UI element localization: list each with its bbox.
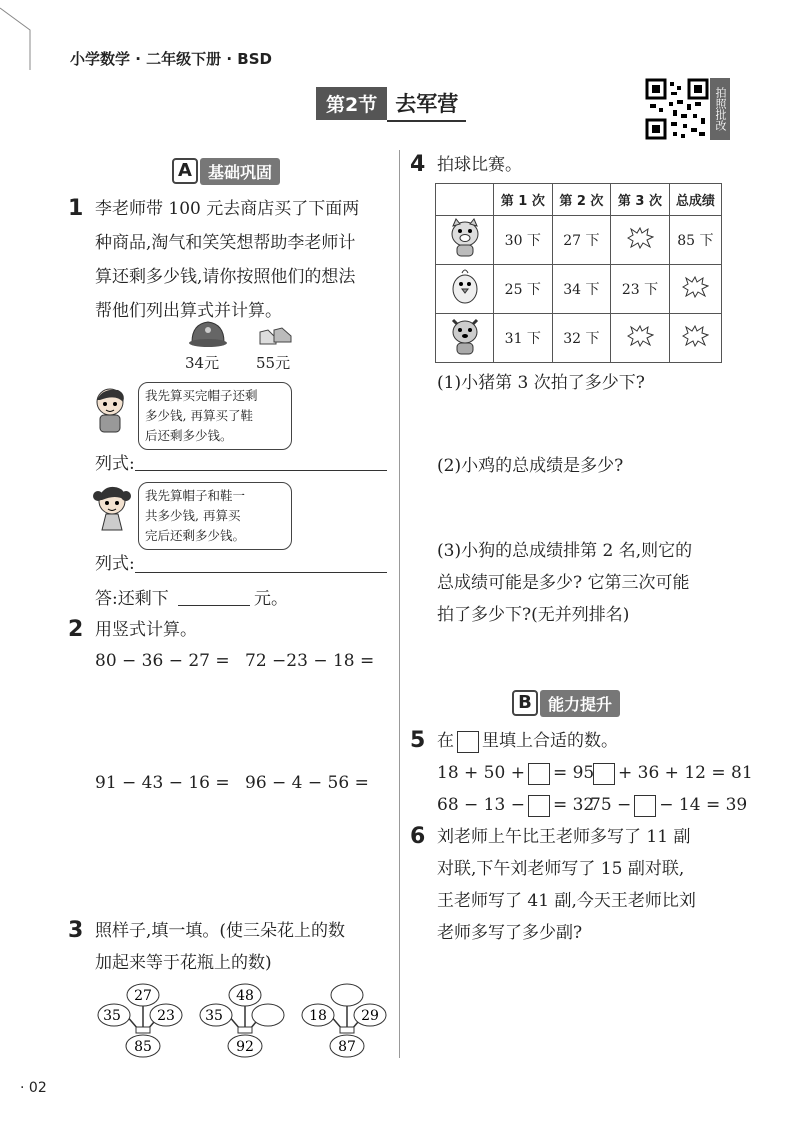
eq1-blank[interactable] <box>528 763 550 785</box>
flower-vase-2 <box>198 983 292 1059</box>
formula-label-1: 列式: <box>95 454 135 474</box>
dog-cell <box>436 314 494 363</box>
fill-equation-4 <box>590 788 747 822</box>
question-6-line-4: 老师多写了多少副? <box>437 923 583 943</box>
flower-vase-3 <box>300 983 394 1059</box>
question-5-number: 5 <box>410 728 426 753</box>
eq3-left: 68 − 13 − <box>437 795 525 815</box>
score-table <box>435 183 722 363</box>
question-6-line-3: 王老师写了 41 副,今天王老师比刘 <box>437 891 696 911</box>
expr-4: 96 − 4 − 56 = <box>245 773 369 793</box>
fill-equation-2 <box>590 756 753 790</box>
eq2-blank[interactable] <box>593 763 615 785</box>
table-row-chick <box>436 265 722 314</box>
eq1-right: = 95 <box>552 763 595 783</box>
dog-round-3[interactable] <box>611 314 670 363</box>
girl-avatar-icon <box>90 484 134 532</box>
section-b-heading <box>512 690 620 716</box>
lesson-name: 去军营 <box>387 86 466 122</box>
eq4-right: − 14 = 39 <box>659 795 748 815</box>
question-4-sub-3-line-3: 拍了多少下?(无并列排名) <box>437 605 630 625</box>
eq3-blank[interactable] <box>528 795 550 817</box>
question-1-line-4: 帮他们列出算式并计算。 <box>95 301 282 321</box>
shoes-icon <box>258 322 294 348</box>
chick-round-2: 34 下 <box>552 265 611 314</box>
boy-speech-line-1: 我先算买完帽子还剩 <box>145 388 258 403</box>
chick-icon <box>448 267 482 307</box>
table-row-dog <box>436 314 722 363</box>
question-2-text: 用竖式计算。 <box>95 620 197 640</box>
hat-icon <box>188 318 228 348</box>
flower-2-top: 48 <box>236 988 254 1004</box>
question-3-line-1: 照样子,填一填。(使三朵花上的数 <box>95 921 346 941</box>
header-round-3: 第 3 次 <box>611 184 670 216</box>
pig-total: 85 下 <box>669 216 721 265</box>
girl-speech-bubble <box>138 482 292 550</box>
question-4-sub-1: (1)小猪第 3 次拍了多少下? <box>437 373 645 393</box>
dog-total[interactable] <box>669 314 721 363</box>
page-number-value: 02 <box>28 1080 47 1096</box>
pig-round-1: 30 下 <box>494 216 553 265</box>
lesson-title <box>316 86 466 116</box>
section-b-letter: B <box>512 690 538 716</box>
chick-total[interactable] <box>669 265 721 314</box>
flower-1-left: 35 <box>103 1008 121 1024</box>
question-5-intro <box>437 724 618 758</box>
eq4-blank[interactable] <box>634 795 656 817</box>
qr-code-icon[interactable] <box>645 78 709 140</box>
vase-3-total: 87 <box>338 1039 356 1055</box>
question-1-line-1: 李老师带 100 元去商店买了下面两 <box>95 199 360 219</box>
boy-speech-bubble <box>138 382 292 450</box>
header-round-2: 第 2 次 <box>552 184 611 216</box>
question-3-line-2: 加起来等于花瓶上的数) <box>95 953 272 973</box>
unknown-burst-icon <box>681 325 709 347</box>
pig-round-2: 27 下 <box>552 216 611 265</box>
lesson-number: 第2节 <box>316 87 387 120</box>
question-5-intro-b: 里填上合适的数。 <box>482 731 618 751</box>
header-total: 总成绩 <box>669 184 721 216</box>
section-b-title: 能力提升 <box>540 690 620 717</box>
question-1-number: 1 <box>68 196 84 221</box>
section-a-title: 基础巩固 <box>200 158 280 185</box>
chick-round-3: 23 下 <box>611 265 670 314</box>
girl-speech-line-1: 我先算帽子和鞋一 <box>145 488 246 503</box>
score-table-header-row <box>436 184 722 216</box>
flower-2-left: 35 <box>205 1008 223 1024</box>
expr-2: 72 −23 − 18 = <box>245 651 375 671</box>
sample-box <box>457 731 479 753</box>
girl-speech-line-3: 完后还剩多少钱。 <box>145 528 246 543</box>
answer-blank[interactable] <box>178 605 250 606</box>
section-a-letter: A <box>172 158 198 184</box>
flower-1-right: 23 <box>157 1008 175 1024</box>
answer-prefix: 答:还剩下 <box>95 589 169 609</box>
header-empty-cell <box>436 184 494 216</box>
book-header: 小学数学 · 二年级下册 · BSD <box>70 50 272 68</box>
boy-avatar-icon <box>88 386 132 434</box>
column-divider <box>399 150 400 1058</box>
dog-icon <box>448 316 482 356</box>
question-3-number: 3 <box>68 918 84 943</box>
unknown-burst-icon <box>681 276 709 298</box>
girl-speech-line-2: 共多少钱, 再算买 <box>145 508 241 523</box>
expr-3: 91 − 43 − 16 = <box>95 773 230 793</box>
dog-round-1: 31 下 <box>494 314 553 363</box>
boy-speech-line-3: 后还剩多少钱。 <box>145 428 233 443</box>
flower-3-left: 18 <box>309 1008 327 1024</box>
vase-2-total: 92 <box>236 1039 254 1055</box>
question-4-number: 4 <box>410 152 426 177</box>
flower-vase-1 <box>96 983 190 1059</box>
question-4-sub-3-line-2: 总成绩可能是多少? 它第三次可能 <box>437 573 690 593</box>
question-5-intro-a: 在 <box>437 731 454 751</box>
question-4-sub-2: (2)小鸡的总成绩是多少? <box>437 456 624 476</box>
question-6-line-2: 对联,下午刘老师写了 15 副对联, <box>437 859 685 879</box>
boy-speech-line-2: 多少钱, 再算买了鞋 <box>145 408 253 423</box>
fill-equation-1 <box>437 756 594 790</box>
eq4-left: 75 − <box>590 795 632 815</box>
eq3-right: = 32 <box>552 795 595 815</box>
qr-label: 拍照批改 <box>710 78 730 140</box>
formula-answer-line-1[interactable] <box>135 470 387 471</box>
answer-suffix: 元。 <box>254 589 288 609</box>
flower-3-right: 29 <box>361 1008 379 1024</box>
eq2-right: + 36 + 12 = 81 <box>618 763 753 783</box>
formula-label-2: 列式: <box>95 554 135 574</box>
fill-equation-3 <box>437 788 594 822</box>
shoes-price: 55元 <box>256 354 291 372</box>
question-1-line-3: 算还剩多少钱,请你按照他们的想法 <box>95 267 356 287</box>
dog-round-2: 32 下 <box>552 314 611 363</box>
page-number: · 02 <box>20 1080 47 1096</box>
flower-1-top: 27 <box>134 988 152 1004</box>
header-round-1: 第 1 次 <box>494 184 553 216</box>
formula-answer-line-2[interactable] <box>135 572 387 573</box>
section-a-heading <box>172 158 280 184</box>
unknown-burst-icon <box>626 227 654 249</box>
chick-round-1: 25 下 <box>494 265 553 314</box>
question-2-number: 2 <box>68 617 84 642</box>
unknown-burst-icon <box>626 325 654 347</box>
table-row-pig <box>436 216 722 265</box>
hat-price: 34元 <box>185 354 220 372</box>
question-6-line-1: 刘老师上午比王老师多写了 11 副 <box>437 827 691 847</box>
question-6-number: 6 <box>410 824 426 849</box>
question-4-text: 拍球比赛。 <box>437 155 522 175</box>
page-corner-decoration <box>0 0 60 70</box>
pig-cell <box>436 216 494 265</box>
expr-1: 80 − 36 − 27 = <box>95 651 230 671</box>
question-4-sub-3-line-1: (3)小狗的总成绩排第 2 名,则它的 <box>437 541 693 561</box>
chick-cell <box>436 265 494 314</box>
question-1-line-2: 种商品,淘气和笑笑想帮助李老师计 <box>95 233 356 253</box>
vase-1-total: 85 <box>134 1039 152 1055</box>
pig-round-3[interactable] <box>611 216 670 265</box>
pig-icon <box>448 218 482 258</box>
eq1-left: 18 + 50 + <box>437 763 525 783</box>
